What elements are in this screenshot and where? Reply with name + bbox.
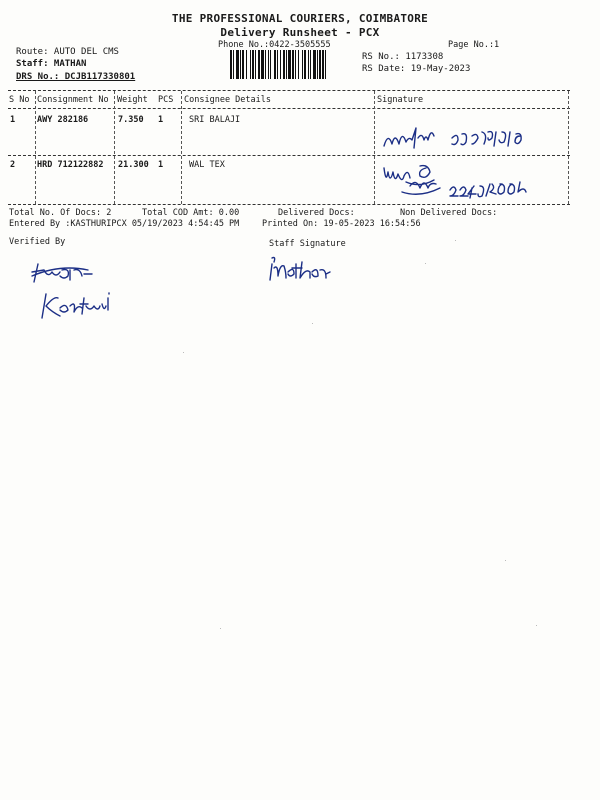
scan-speck bbox=[536, 625, 537, 626]
barcode-bar bbox=[252, 50, 254, 79]
row1-weight: 7.350 bbox=[118, 115, 144, 125]
printed-on: Printed On: 19-05-2023 16:54:56 bbox=[262, 219, 421, 229]
barcode-bar bbox=[288, 50, 291, 79]
col-header-pcs: PCS bbox=[158, 95, 174, 105]
barcode-bar bbox=[295, 50, 296, 79]
barcode-bar bbox=[250, 50, 251, 79]
document-title: Delivery Runsheet - PCX bbox=[220, 26, 380, 39]
entered-by: Entered By :KASTHURIPCX 05/19/2023 4:54:45 PM bbox=[9, 219, 240, 229]
row2-consignment: HRD 712122882 bbox=[37, 160, 104, 170]
barcode-bar bbox=[325, 50, 326, 79]
barcode-bar bbox=[308, 50, 309, 79]
staff-label: Staff: MATHAN bbox=[16, 59, 87, 69]
phone-number: Phone No.:0422-3505555 bbox=[218, 40, 331, 50]
verified-by-label: Verified By bbox=[9, 237, 66, 247]
table-bottom-rule bbox=[8, 204, 570, 205]
page-number: Page No.:1 bbox=[448, 40, 500, 50]
col-sep bbox=[374, 91, 375, 204]
barcode-bar bbox=[270, 50, 271, 79]
barcode-bar bbox=[246, 50, 247, 79]
staff-signature bbox=[266, 254, 346, 284]
staff-signature-label: Staff Signature bbox=[269, 239, 346, 249]
row1-consignment: AWY 282186 bbox=[37, 115, 89, 125]
barcode-bar bbox=[286, 50, 287, 79]
row2-signature bbox=[380, 158, 560, 204]
barcode-bar bbox=[265, 50, 266, 79]
total-docs: Total No. Of Docs: 2 bbox=[9, 208, 112, 218]
col-header-signature: Signature bbox=[377, 95, 424, 105]
barcode-bar bbox=[302, 50, 303, 79]
barcode-bar bbox=[277, 50, 278, 79]
table-header-rule bbox=[8, 108, 570, 109]
barcode-bar bbox=[319, 50, 321, 79]
barcode-bar bbox=[230, 50, 232, 79]
scan-speck bbox=[455, 240, 456, 241]
total-cod: Total COD Amt: 0.00 bbox=[142, 208, 240, 218]
row2-weight: 21.300 bbox=[118, 160, 149, 170]
non-delivered-docs: Non Delivered Docs: bbox=[400, 208, 498, 218]
row1-pcs: 1 bbox=[158, 115, 164, 125]
barcode-bar bbox=[313, 50, 316, 79]
col-header-consignment: Consignment No bbox=[37, 95, 109, 105]
barcode-bar bbox=[255, 50, 256, 79]
barcode-bar bbox=[298, 50, 299, 79]
barcode-bar bbox=[236, 50, 239, 79]
barcode-bar bbox=[268, 50, 269, 79]
scan-speck bbox=[220, 628, 221, 629]
barcode-bar bbox=[261, 50, 264, 79]
barcode-bar bbox=[274, 50, 276, 79]
scan-speck bbox=[312, 323, 313, 324]
barcode-bar bbox=[317, 50, 318, 79]
barcode-bar bbox=[242, 50, 244, 79]
row1-consignee: SRI BALAJI bbox=[189, 115, 241, 125]
barcode-bar bbox=[240, 50, 241, 79]
rs-number: RS No.: 1173308 bbox=[362, 52, 444, 62]
barcode-bar bbox=[280, 50, 281, 79]
col-sep bbox=[35, 91, 36, 204]
barcode-bar bbox=[292, 50, 294, 79]
scan-speck bbox=[505, 560, 506, 561]
company-name: THE PROFESSIONAL COURIERS, COIMBATORE bbox=[171, 12, 429, 25]
verified-signature bbox=[30, 260, 120, 322]
row2-sno: 2 bbox=[10, 160, 16, 170]
route-label: Route: AUTO DEL CMS bbox=[16, 47, 119, 57]
row2-pcs: 1 bbox=[158, 160, 164, 170]
row1-signature bbox=[378, 118, 570, 158]
barcode-bar bbox=[258, 50, 260, 79]
col-sep bbox=[114, 91, 115, 204]
barcode-bar bbox=[322, 50, 324, 79]
barcode bbox=[230, 50, 356, 79]
barcode-bar bbox=[304, 50, 306, 79]
col-header-weight: Weight bbox=[117, 95, 148, 105]
row1-sno: 1 bbox=[10, 115, 16, 125]
scan-speck bbox=[183, 352, 184, 353]
col-sep bbox=[181, 91, 182, 204]
scan-speck bbox=[425, 263, 426, 264]
delivered-docs: Delivered Docs: bbox=[278, 208, 355, 218]
barcode-bar bbox=[233, 50, 234, 79]
barcode-bar bbox=[283, 50, 285, 79]
table-top-rule bbox=[8, 90, 570, 91]
col-header-consignee: Consignee Details bbox=[184, 95, 271, 105]
barcode-bar bbox=[310, 50, 311, 79]
row2-consignee: WAL TEX bbox=[189, 160, 225, 170]
col-header-sno: S No bbox=[9, 95, 30, 105]
rs-date: RS Date: 19-May-2023 bbox=[362, 64, 471, 74]
drs-number: DRS No.: DCJB117330801 bbox=[16, 72, 136, 82]
